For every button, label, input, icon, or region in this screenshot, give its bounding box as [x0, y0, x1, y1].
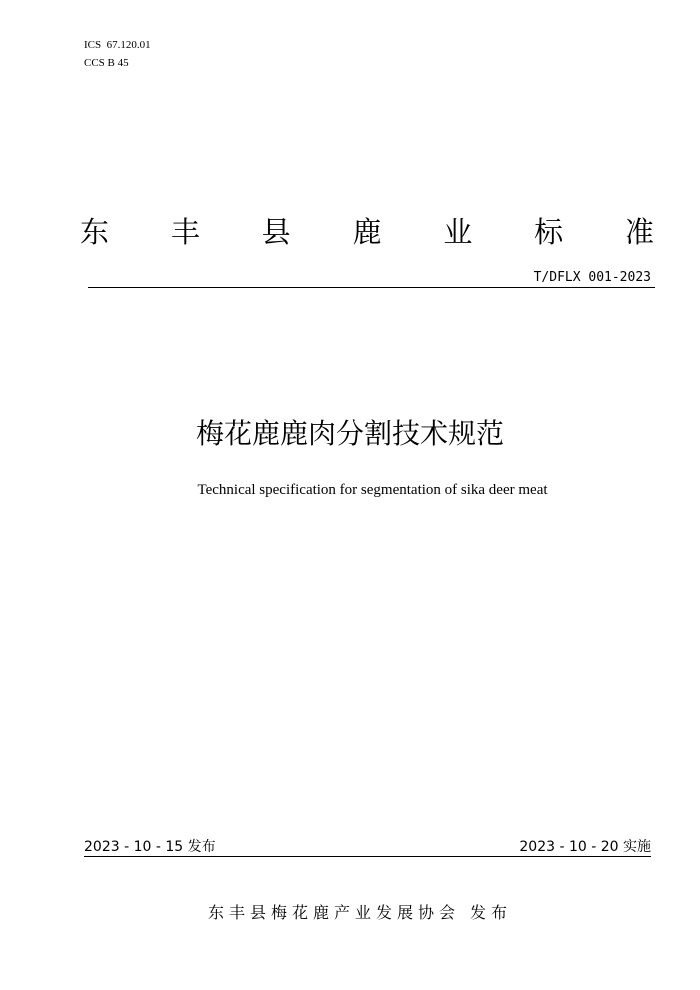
ics-code: ICS 67.120.01 [84, 39, 151, 51]
standard-category-title [80, 212, 654, 252]
title-char: 县 [261, 215, 291, 249]
standard-number: T/DFLX 001-2023 [533, 270, 651, 285]
title-char: 东 [80, 215, 110, 249]
header-divider [88, 287, 655, 288]
document-title-chinese: 梅花鹿鹿肉分割技术规范 [195, 417, 504, 450]
footer-divider [84, 856, 651, 857]
title-char: 标 [534, 215, 564, 249]
issue-date: 2023 - 10 - 15 发布 [84, 839, 216, 855]
ccs-code: CCS B 45 [84, 57, 129, 69]
document-title-english: Technical specification for segmentation of sika deer meat [197, 482, 548, 498]
title-char: 鹿 [352, 215, 382, 249]
title-char: 准 [624, 215, 654, 249]
title-char: 丰 [170, 215, 200, 249]
publisher: 东丰县梅花鹿产业发展协会 发布 [207, 903, 513, 922]
title-char: 业 [443, 215, 473, 249]
classification-codes [84, 36, 151, 72]
implementation-date: 2023 - 10 - 20 实施 [519, 839, 651, 855]
